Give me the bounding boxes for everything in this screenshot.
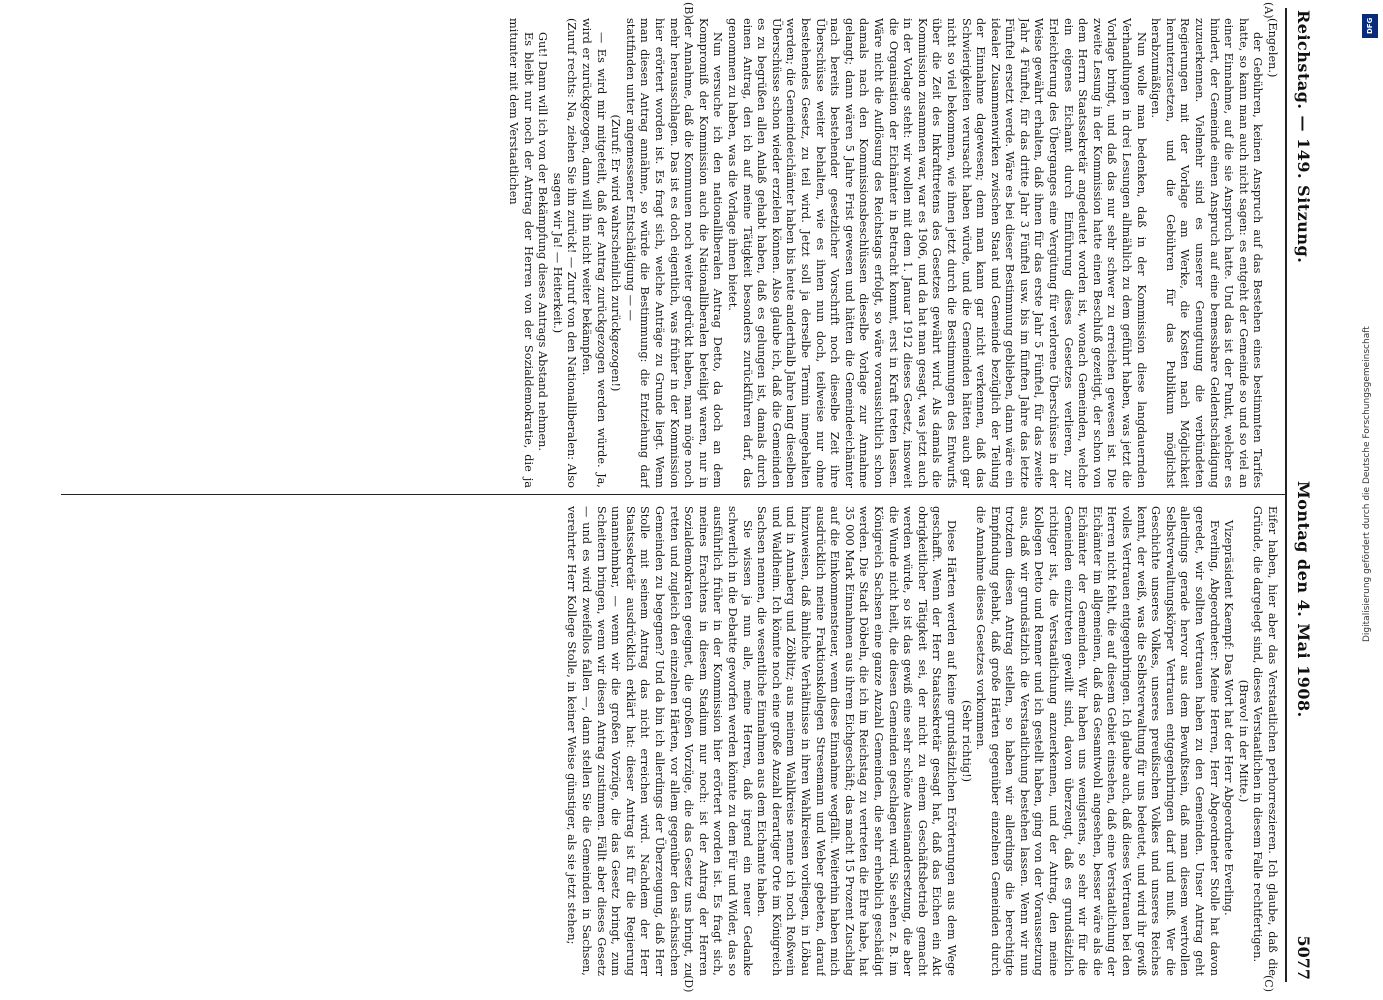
left-paragraph-1: der Gebühren, keinen Anspruch auf das Bestehen eines bestimmten Tarifes hatte, so kann man auch nicht sagen: es entgeht der Gemeinde so und so viel an einer Einnahme, auf die sie Anspruch hatte. Und das ist der Punkt, welcher es hindert, der Gemeinde einen Anspruch auf eine bemessbare Geldentschädigung zuzuerkennen. Vielmehr sind es unserer Genugtuung die verbündeten Regierungen mit der Vorlage am Werke, die Kosten nach Möglichkeit herunterzusetzen, und die Gebühren für das Publikum möglichst herabzumäßigen. — [1149, 18, 1265, 488]
left-paragraph-5: Gut! Dann will ich von der Bekämpfung dieses Antrags Abstand nehmen. — [536, 32, 550, 452]
marker-d: (D) — [682, 975, 695, 993]
left-paragraph-2: Nun wolle man bedenken, daß in der Kommission diese langdauernden Verhandlungen in drei Lesungen allmählich zu dem geführt haben, was jetzt die Vorlage bringt, und daß das nur sehr schwer zu erreichen gewesen ist. Die zweite Lesung in der Kommission hatte einen Beschluß gezeitigt, der schon von dem Herrn Staatssekretär angedeutet worden ist, wonach Gemeinden, welche ein eigenes Eichamt durch Einführung dieses Gesetzes verlieren, zur Erleichterung des Überganges eine Vergütung für verlorene Überschüsse in der Weise gewährt erhalten, daß ihnen für das erste Jahr 5 Fünftel, für das zweite Jahr 4 Fünftel, für das dritte Jahr 3 Fünftel usw. bis im fünften Jahre das letzte Fünftel ersetzt werde. Wäre es bei dieser Bestimmung geblieben, dann wäre ein idealer Zusammenwirken zwischen Staat und Gemeinde bezüglich der Teilung der Einnahme dagewesen; denn man kann gar nicht verkennen, daß das Schwierigkeiten verursacht haben würde, und die Gemeinden hätten auch gar nicht so viel bekommen, wie ihnen jetzt durch die Bestimmungen des Entwurfs über die Zeit des Inkrafttretens des Gesetzes gewährt wird. Als damals die Kommission zusammen war, war es 1906, und da hat man gesagt, was jetzt auch in der Vorlage steht: wir wollen mit dem 1. Januar 1912 dieses Gesetz, insoweit die Organisation der Eichämter in Betracht kommt, erst in Kraft treten lassen. Wäre nicht die Auflösung des Reichstags erfolgt, so wäre voraussichtlich schon damals nach den Kommissionsbeschlüssen dieselbe Vorlage zur Annahme gelangt; dann wären 5 Jahre Frist gewesen und hätten die Gemeindeeichämter nach bereits bestehender gesetzlicher Vorschrift noch dieselbe Zeit ihre Überschüsse weiter behalten, wie es ihnen nun doch, teilweise nur ohne bestehendes Gesetz, zu teil wird. Jetzt soll ja derselbe Termin innegehalten werden; die Gemeindeeichämter haben bis heute anderthalb Jahre lang dieselben Überschüsse schon wieder erzielen können. Also glaube ich, daß die Gemeinden es zu begrüßen allen Anlaß gehabt haben, daß es gelungen ist, damals durch einen Antrag, den ich auf meine Tätigkeit besonders zurückführen darf, das genommen zu haben, was die Vorlage ihnen bietet. — [726, 18, 1148, 488]
right-paragraph-5: Sie wissen ja nun alle, meine Herren, daß irgend ein neuer Gedanke schwerlich in die Debatte geworfen werden könnte zu dem Für und Wider, das so ausführlich früher in der Kommission hier erörtert worden ist. Es fragt sich, meines Erachtens in diesem Stadium nur noch: ist der Antrag der Herren Sozialdemokraten geeignet, die großen Vorzüge, die das Gesetz uns bringt, zu retten und zugleich den einzelnen Härten, vor allem gegenüber den sächsischen Gemeinden zu begegnen? Und da bin ich allerdings der Überzeugung, daß Herr Stolle mit seinem Antrag das nicht erreichen wird. Nachdem der Herr Staatssekretär ausdrücklich erklärt hat: dieser Antrag ist für die Regierung unannehmbar, — wenn wir die großen Vorzüge, die das Gesetz bringt, zum Scheitern bringen, wenn wir diesen Antrag zustimmen. Fällt aber dieses Gesetz — und es wird zweifellos fallen —, dann stellen Sie die Gemeinden in Sachsen, verehrter Herr Kollege Stolle, in keiner Weise günstiger, als sie jetzt stehen; — [565, 506, 754, 976]
digitization-credit — [1360, 8, 1382, 998]
header-date: Montag den 4. Mai 1908. — [1294, 481, 1314, 718]
header-rule — [1285, 8, 1287, 982]
left-interjection-1: (Zuruf: Er wird wahrscheinlich zurückgezogen!) — [609, 114, 623, 392]
digitization-note: Digitalisierung gefördert durch die Deutsche Forschungsgemeinschaft — [1362, 326, 1372, 642]
dfg-logo: DFG — [1362, 14, 1378, 38]
column-divider — [61, 494, 1285, 495]
right-paragraph-3: Everling, Abgeordneter: Meine Herren, Herr Abgeordneter Stolle hat davon geredet, wir sollten Vertrauen haben zu den Gemeinden. Unser Antrag geht allerdings gerade hervor aus dem Bewußtsein, daß man diesem wertvollen Selbstverwaltungskörper Vertrauen entgegenbringen darf und muß. Wer die Geschichte unseres Volkes, unseres preußischen Volkes und unseres Reiches kennt, der weiß, was die Selbstverwaltung für uns bedeutet, und wird ihr gewiß volles Vertrauen entgegenbringen. Ich glaube auch, daß dieses Vertrauen bei den Herren nicht fehlt, die auf diesem Gebiet einsehen, daß eine Verstaatlichung der Eichämter im allgemeinen, daß das Gesamtwohl angesehen, besser wäre als die Eichämter der Gemeinden. Wir haben uns wenigstens, so sehr wir für die Gemeinden einzutreten gewillt sind, davon überzeugt, daß es grundsätzlich richtiger ist, die Verstaatlichung anzuerkennen, und der Antrag, den meine Kollegen Detto und Renner und ich gestellt haben, ging von der Voraussetzung aus, daß wir grundsätzlich die Verstaatlichung bestehen lassen. Wenn wir nun trotzdem diesen Antrag stellen, so haben wir allerdings die berechtigte Empfindung gehabt, daß große Härten gegenüber einzelnen Gemeinden durch die Annahme dieses Gesetzes vorkommen. — [974, 506, 1221, 976]
right-paragraph-1: Eifer haben, hier aber das Verstaatlichen perhorreszieren. Ich glaube, daß die Gründe, die dargelegt sind, dieses Verstaatlichen in diesem Falle rechtfertigen. — [1251, 506, 1279, 976]
left-column — [61, 18, 1279, 488]
page-header — [1289, 10, 1319, 980]
left-paragraph-6: Es bleibt nur noch der Antrag der Herren von der Sozialdemokratie, die ja mitunter mit dem Verstaatlichen — [507, 18, 535, 488]
rotated-page — [55, 0, 1325, 993]
right-paragraph-2: Vizepräsident Kaempf: Das Wort hat der Herr Abgeordnete Everling. — [1222, 520, 1236, 916]
page-number: 5077 — [1294, 935, 1314, 980]
header-left: Reichstag. — 149. Sitzung. — [1294, 10, 1314, 264]
right-paragraph-4: Diese Härten werden auf keine grundsätzlichen Erörterungen aus dem Wege geschafft. Wenn der Herr Staatssekretär gesagt hat, daß das Eichen ein Akt obrigkeitlicher Tätigkeit sei, der nicht zu einem Geschäftsbetrieb gemacht werden würde, so ist das gewiß eine sehr schöne Auseinandersetzung, die aber die Wunde nicht heilt, die diesen Gemeinden geschlagen wird. Sie sehen z. B. im Königreich Sachsen eine ganze Anzahl Gemeinden, die sehr erheblich geschädigt werden. Die Stadt Döbeln, die ich im Reichstag zu vertreten die Ehre habe, hat 35 000 Mark Einnahmen aus ihrem Eichgeschäft; das macht 15 Prozent Zuschlag auf die Einkommensteuer, wenn diese Einnahme wegfällt. Weiterhin haben mich ausdrücklich meine Fraktionskollegen Stresemann und Weber gebeten, darauf hinzuweisen, daß ähnliche Verhältnisse in ihren Wahlkreisen vorliegen, in Löbau und in Annaberg und Zöblitz; aus meinem Wahlkreise nenne ich noch Roßwein und Waldheim. Ich könnte noch eine große Anzahl derartiger Orte im Königreich Sachsen nennen, die wesentliche Einnahmen aus dem Eichamte haben. — [755, 506, 958, 976]
right-column — [61, 506, 1279, 976]
left-paragraph-3: Nun versuche ich den nationalliberalen Antrag Detto, da doch an dem Kompromiß der Kommission auch die Nationalliberalen beteiligt waren, nur in der Annahme, daß die Kommunen noch weiter gedrückt haben, man möge noch mehr herausschlagen. Das ist es doch eigentlich, was früher in der Kommission hier erörtert worden ist. Es fragt sich, welche Anträge zu Grunde liegt. Wenn man diesen Antrag annähme, so würde die Bestimmung: die Entziehung darf stattfinden unter angemessener Entschädigung — — — [623, 18, 725, 488]
right-interjection-1: (Bravo! in der Mitte.) — [1236, 679, 1250, 803]
speaker-tag: (Engelen.) — [1266, 18, 1279, 78]
right-interjection-2: (Sehr richtig!) — [959, 699, 973, 783]
left-paragraph-4: — Es wird mir mitgeteilt, daß der Antrag zurückgezogen werden würde. Ja, wird er zurückgezogen, dann will ihn nicht weiter bekämpfen. — [580, 18, 608, 488]
marker-b: (B) — [682, 2, 695, 19]
left-interjection-2: (Zuruf rechts: Na, ziehen Sie ihn zurück! — Zuruf von den Nationalliberalen: Also sagen wir Ja! — Heiterkeit.) — [550, 18, 579, 488]
marker-c: (C) — [1262, 975, 1275, 992]
marker-a: (A) — [1262, 2, 1275, 19]
